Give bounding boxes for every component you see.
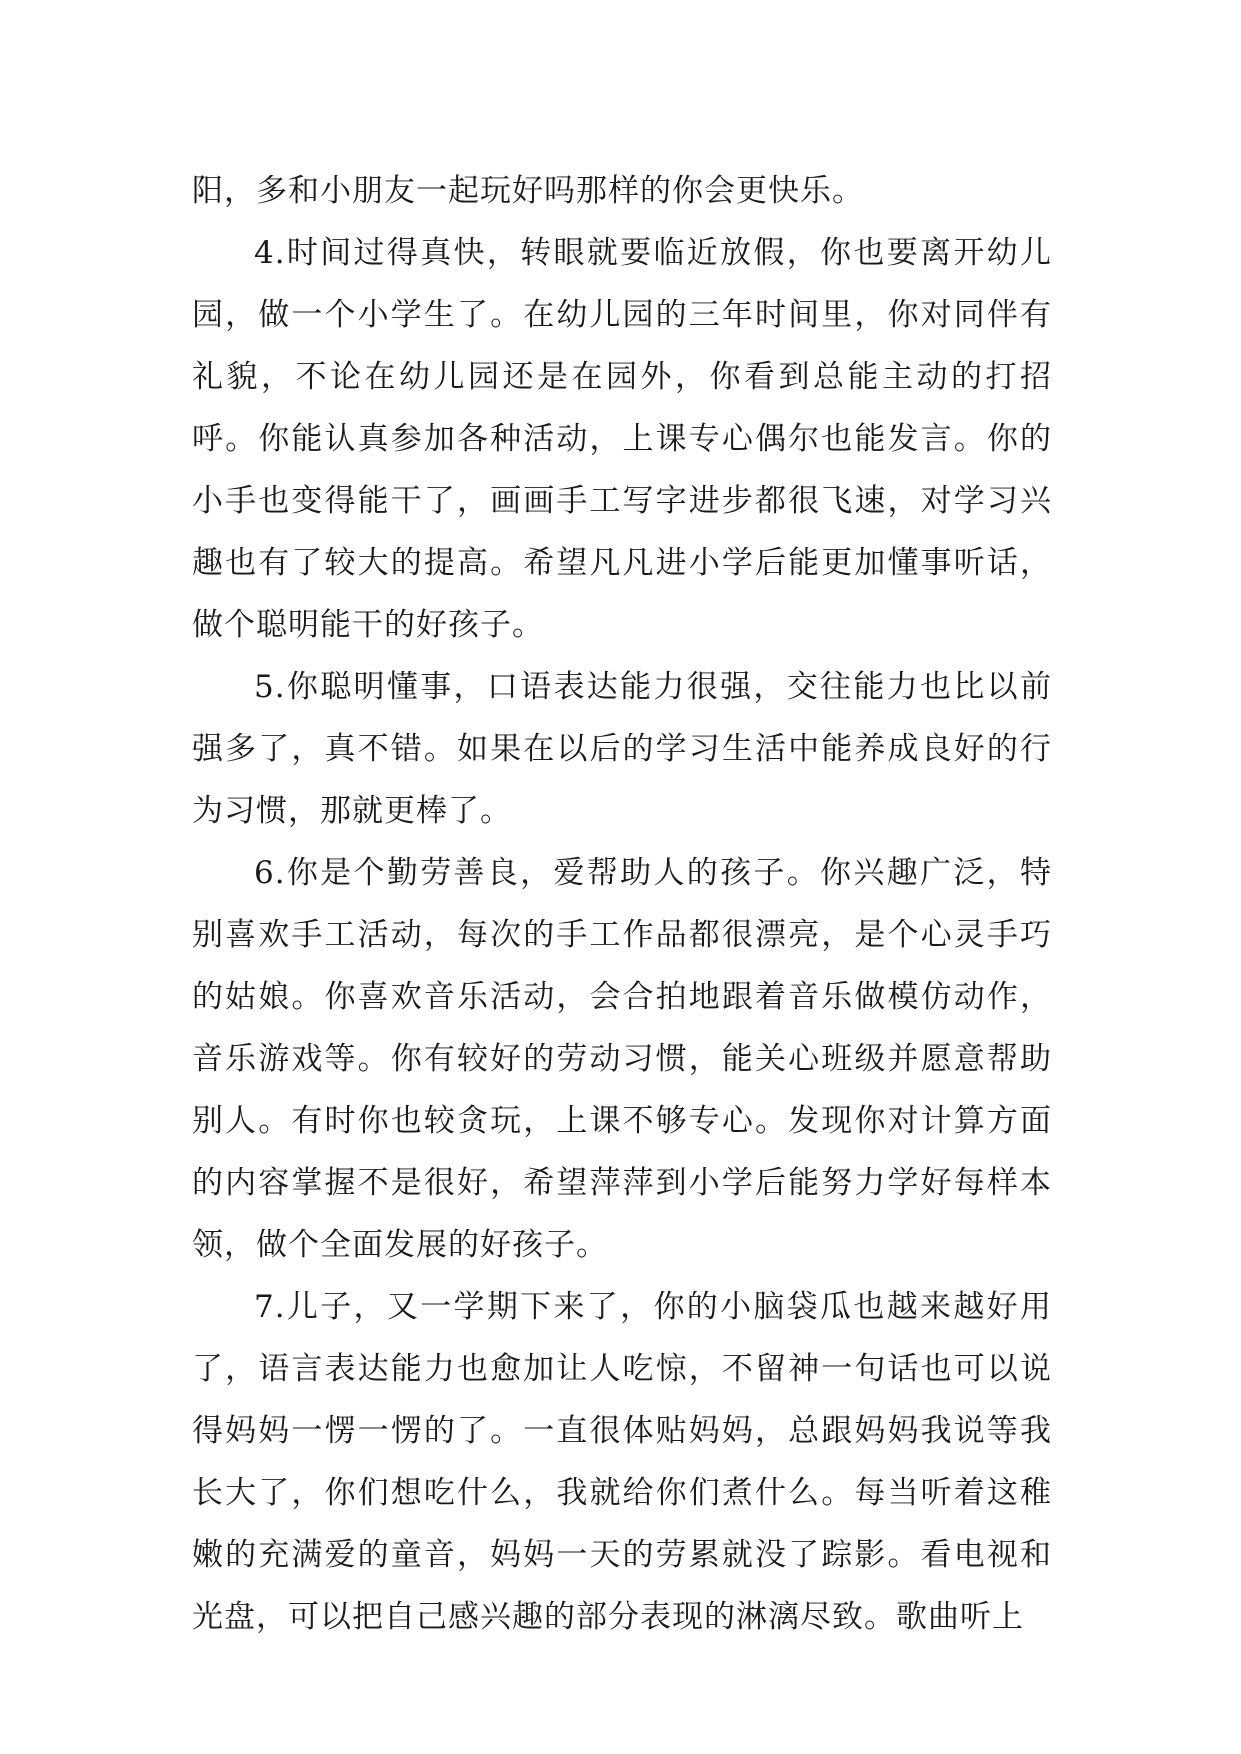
paragraph-item-6: 6.你是个勤劳善良，爱帮助人的孩子。你兴趣广泛，特别喜欢手工活动，每次的手工作品都很漂亮，是个心灵手巧的姑娘。你喜欢音乐活动，会合拍地跟着音乐做模仿动作，音乐游戏等。你有较好的劳动习惯，能关心班级并愿意帮助别人。有时你也较贪玩，上课不够专心。发现你对计算方面的内容掌握不是很好，希望萍萍到小学后能努力学好每样本领，做个全面发展的好孩子。 (192, 855, 1052, 1263)
paragraph-continuation: 阳，多和小朋友一起玩好吗那样的你会更快乐。 (192, 173, 864, 209)
paragraph-item-5: 5.你聪明懂事，口语表达能力很强，交往能力也比以前强多了，真不错。如果在以后的学习生活中能养成良好的行为习惯，那就更棒了。 (192, 669, 1052, 829)
paragraph-item-7: 7.儿子，又一学期下来了，你的小脑袋瓜也越来越好用了，语言表达能力也愈加让人吃惊，不留神一句话也可以说得妈妈一愣一愣的了。一直很体贴妈妈，总跟妈妈我说等我长大了，你们想吃什么，我就给你们煮什么。每当听着这稚嫩的充满爱的童音，妈妈一天的劳累就没了踪影。看电视和光盘，可以把自己感兴趣的部分表现的淋漓尽致。歌曲听上 (192, 1289, 1052, 1635)
paragraph-item-4: 4.时间过得真快，转眼就要临近放假，你也要离开幼儿园，做一个小学生了。在幼儿园的三年时间里，你对同伴有礼貌，不论在幼儿园还是在园外，你看到总能主动的打招呼。你能认真参加各种活动，上课专心偶尔也能发言。你的小手也变得能干了，画画手工写字进步都很飞速，对学习兴趣也有了较大的提高。希望凡凡进小学后能更加懂事听话，做个聪明能干的好孩子。 (192, 235, 1052, 643)
document-body (192, 160, 1052, 1648)
